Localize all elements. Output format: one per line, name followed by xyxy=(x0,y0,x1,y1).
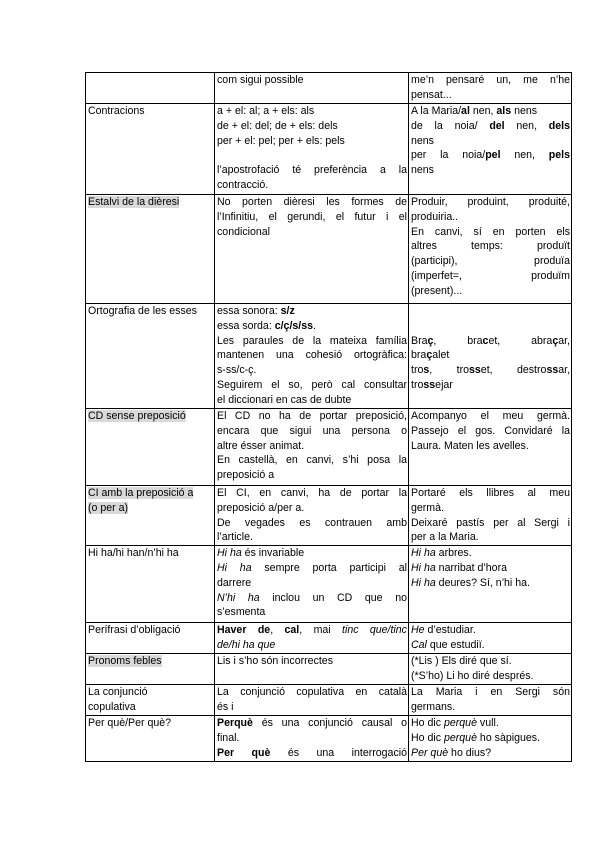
rule-cell: Perquè és una conjunció causal o final. Per què és una interrogació xyxy=(215,716,409,762)
table-row xyxy=(86,486,572,546)
example-cell: Ho dic perquè vull. Ho dic perquè ho sàpigues. Per què ho dius? xyxy=(409,716,572,762)
topic-cell: Per què/Per què? xyxy=(86,716,215,762)
rule-cell: essa sonora: s/z essa sorda: c/ç/s/ss. Les paraules de la mateixa família mantenen una cohesió ortogràfica: s-ss/c-ç. Seguirem el so, però cal consultar el diccionari en cas de dubte xyxy=(215,304,409,409)
example-cell: Produir, produint, produité, produiria.. En canvi, sí en porten els altres temps: produït (participi), produïa (imperfet=, produïm (present)... xyxy=(409,195,572,304)
example-cell: He d’estudiar. Cal que estudiï. xyxy=(409,623,572,654)
rule-cell: No porten dièresi les formes de l’Infinitiu, el gerundi, el futur i el condicional xyxy=(215,195,409,304)
topic-cell: Estalvi de la dièresi xyxy=(86,195,215,304)
example-cell: Braç, bracet, abraçar, braçalet tros, trosset, destrossar, trossejar xyxy=(409,304,572,409)
table-row xyxy=(86,546,572,623)
example-cell: me’n pensaré un, me n’he pensat... xyxy=(409,73,572,104)
example-cell: (*Lis ) Els diré que sí. (*S’ho) Li ho diré després. xyxy=(409,654,572,685)
topic-cell: Pronoms febles xyxy=(86,654,215,685)
rule-cell: Hi ha és invariable Hi ha sempre porta participi al darrere N’hi ha inclou un CD que no s’esmenta xyxy=(215,546,409,623)
example-cell: Acompanyo el meu germà. Passejo el gos. Convidaré la Laura. Maten les avelles. xyxy=(409,409,572,486)
rule-cell: a + el: al; a + els: als de + el: del; de + els: dels per + el: pel; per + els: pels l’apostrofació té preferència a la contracció. xyxy=(215,104,409,195)
table-row xyxy=(86,73,572,104)
topic-cell: Contracions xyxy=(86,104,215,195)
table-row xyxy=(86,409,572,486)
table-row xyxy=(86,104,572,195)
example-cell: Hi ha arbres. Hi ha narribat d’hora Hi ha deures? Sí, n’hi ha. xyxy=(409,546,572,623)
table-row xyxy=(86,716,572,762)
topic-cell: Hi ha/hi han/n’hi ha xyxy=(86,546,215,623)
topic-cell: Perífrasi d’obligació xyxy=(86,623,215,654)
rule-cell: Lis i s’ho són incorrectes xyxy=(215,654,409,685)
topic-cell: CI amb la preposició a (o per a) xyxy=(86,486,215,546)
topic-cell: CD sense preposició xyxy=(86,409,215,486)
table-row xyxy=(86,195,572,304)
rule-cell: Haver de, cal, mai tinc que/tinc de/hi ha que xyxy=(215,623,409,654)
table-row xyxy=(86,654,572,685)
example-cell: La Maria i en Sergi són germans. xyxy=(409,685,572,716)
grammar-table xyxy=(85,72,572,762)
table-row xyxy=(86,685,572,716)
rule-cell: El CD no ha de portar preposició, encara que sigui una persona o altre ésser animat. En castellà, en canvi, s’hi posa la preposició a xyxy=(215,409,409,486)
rule-cell: El CI, en canvi, ha de portar la preposició a/per a. De vegades es contrauen amb l’article. xyxy=(215,486,409,546)
rule-cell: com sigui possible xyxy=(215,73,409,104)
table-row xyxy=(86,623,572,654)
rule-cell: La conjunció copulativa en català és i xyxy=(215,685,409,716)
table-row xyxy=(86,304,572,409)
topic-cell: La conjunció copulativa xyxy=(86,685,215,716)
topic-cell: Ortografia de les esses xyxy=(86,304,215,409)
example-cell: Portaré els llibres al meu germà. Deixaré pastís per al Sergi i per a la Maria. xyxy=(409,486,572,546)
example-cell: A la Maria/al nen, als nens de la noia/ del nen, dels nens per la noia/pel nen, pels nens xyxy=(409,104,572,195)
topic-cell xyxy=(86,73,215,104)
